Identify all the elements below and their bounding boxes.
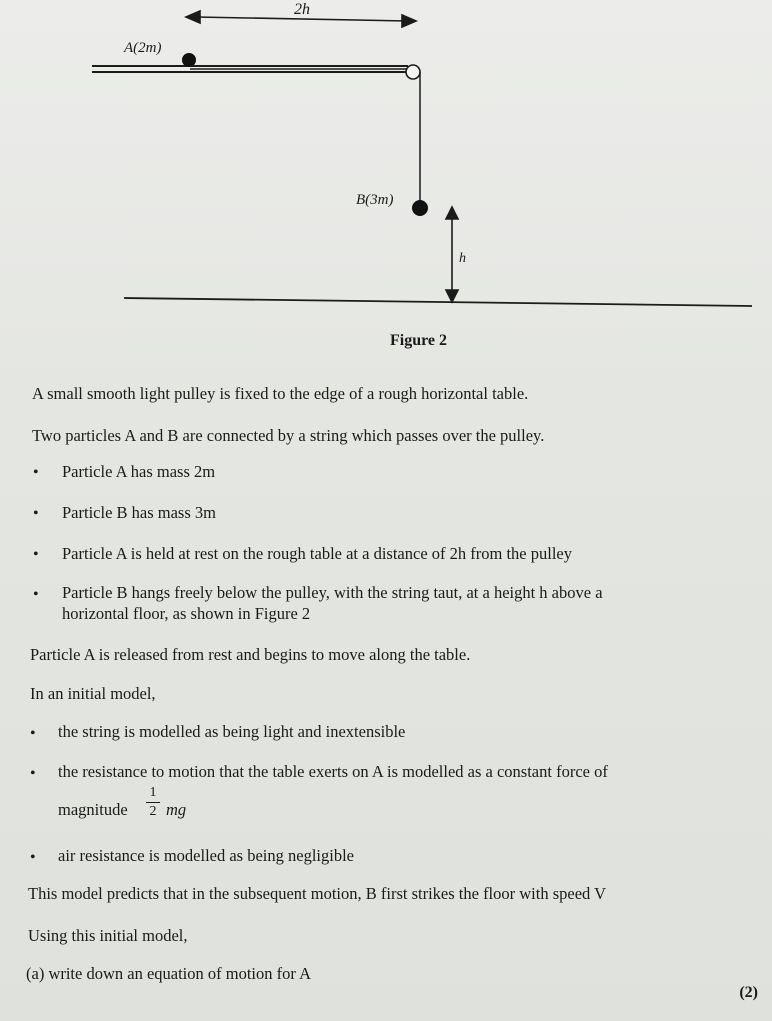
intro-line-1: A small smooth light pulley is fixed to the edge of a rough horizontal table. — [32, 384, 529, 403]
prediction-text: This model predicts that in the subsequent motion, B first strikes the floor with speed V — [28, 884, 607, 903]
bullet-mass-b: Particle B has mass 3m — [62, 503, 216, 522]
bullet-marker: • — [33, 464, 39, 481]
particle-a-label: A(2m) — [124, 40, 162, 56]
figure-caption: Figure 2 — [390, 332, 448, 349]
bullet-mass-a: Particle A has mass 2m — [62, 462, 216, 481]
marks-a: (2) — [739, 984, 758, 1001]
bullet-resistance-mg: mg — [166, 800, 187, 819]
particle-b — [412, 200, 428, 216]
bullet-marker: • — [30, 765, 36, 782]
release-text: Particle A is released from rest and begins to move along the table. — [30, 645, 471, 664]
fraction-one-half — [146, 785, 160, 820]
pulley — [406, 65, 420, 79]
bullet-marker: • — [33, 546, 39, 563]
bullet-marker: • — [33, 505, 39, 522]
height-arrow — [446, 207, 458, 302]
bullet-resistance-line-1: the resistance to motion that the table exerts on A is modelled as a constant force of — [58, 762, 608, 781]
bullet-marker: • — [33, 586, 39, 603]
particle-a — [182, 53, 196, 67]
bullet-position-b-line-1: Particle B hangs freely below the pulley, with the string taut, at a height h above a — [62, 583, 603, 602]
intro-line-2: Two particles A and B are connected by a string which passes over the pulley. — [32, 426, 545, 445]
pulley-diagram — [0, 0, 772, 330]
question-a: (a) write down an equation of motion for A — [26, 964, 312, 983]
bullet-marker: • — [30, 725, 36, 742]
fraction-denominator: 2 — [149, 804, 157, 819]
height-label: h — [459, 251, 466, 266]
floor — [124, 298, 752, 306]
using-model-text: Using this initial model, — [28, 926, 188, 945]
distance-label: 2h — [294, 1, 310, 18]
particle-b-label: B(3m) — [356, 192, 394, 208]
bullet-position-b-line-2: horizontal floor, as shown in Figure 2 — [62, 604, 311, 623]
bullet-position-a: Particle A is held at rest on the rough table at a distance of 2h from the pulley — [62, 544, 572, 563]
bullet-marker: • — [30, 849, 36, 866]
bullet-resistance-magnitude: magnitude — [58, 800, 128, 819]
bullet-string-model: the string is modelled as being light and inextensible — [58, 722, 406, 741]
model-intro: In an initial model, — [30, 684, 156, 703]
fraction-bar — [146, 802, 160, 803]
bullet-air-resistance: air resistance is modelled as being negligible — [58, 846, 354, 865]
fraction-numerator: 1 — [149, 785, 157, 800]
